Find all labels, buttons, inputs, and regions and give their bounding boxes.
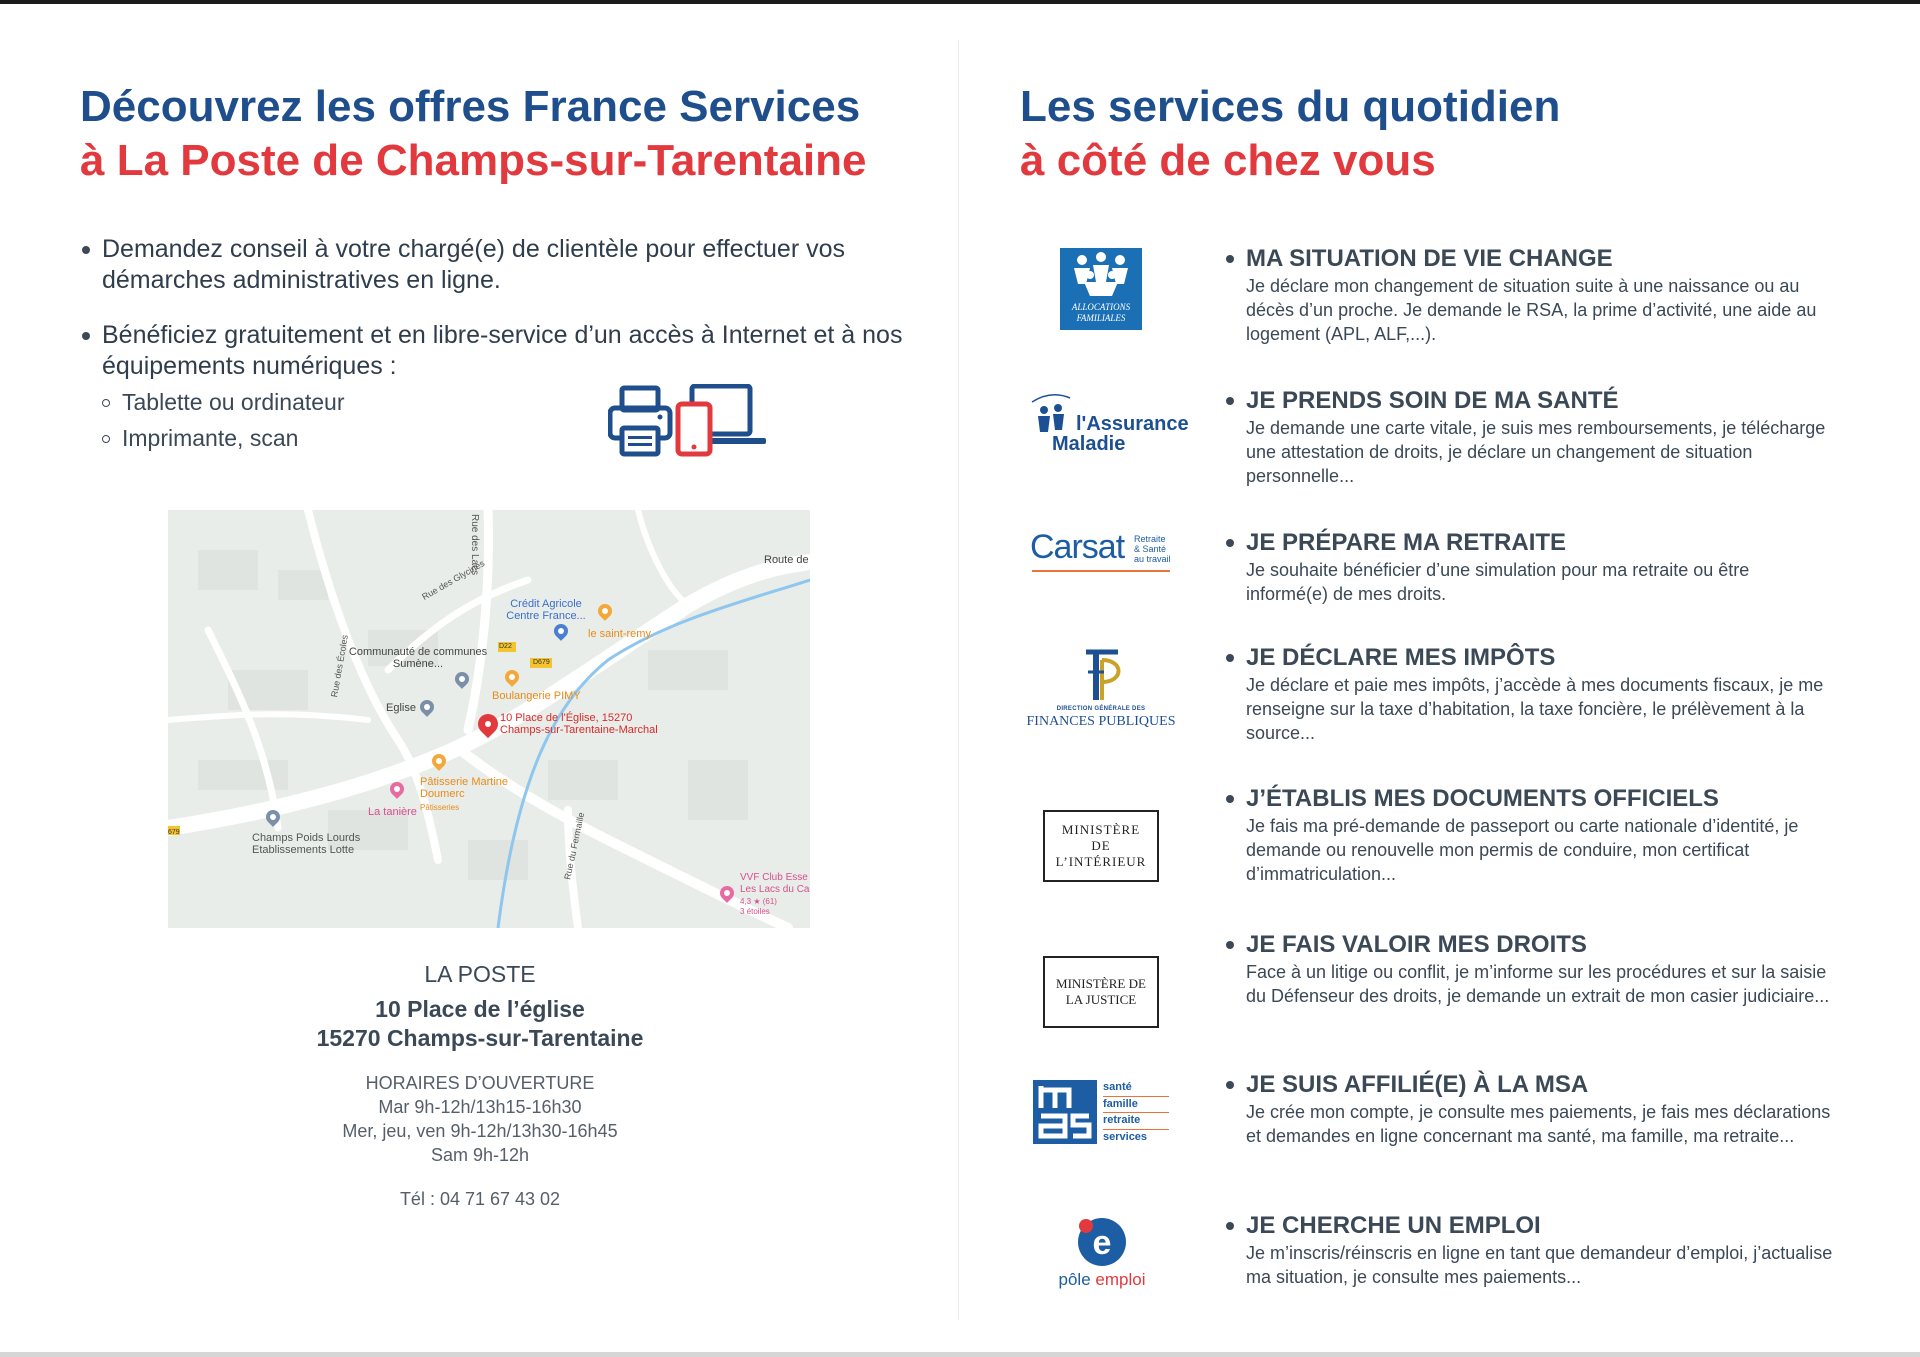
msa-mark — [1033, 1080, 1097, 1144]
map-label-rue-ecoles: Rue des Écoles — [329, 634, 350, 698]
right-panel — [1020, 80, 1560, 188]
pole-emploi-emblem-icon — [1072, 1216, 1132, 1268]
map-label-eglise: Eglise — [386, 702, 416, 714]
map-road-d22: D22 — [499, 643, 512, 650]
page-fold — [958, 40, 959, 1320]
right-heading-line1: Les services du quotidien — [1020, 82, 1561, 131]
caf-logo-text: ALLOCATIONS FAMILIALES — [1071, 302, 1131, 323]
hours-wed-fri: Mer, jeu, ven 9h-12h/13h30-16h45 — [342, 1121, 618, 1141]
svg-text:e: e — [1092, 1224, 1112, 1262]
map-road-679: 679 — [168, 829, 180, 836]
office-city: 15270 Champs-sur-Tarentaine — [316, 1025, 644, 1051]
service-emploi — [1224, 1211, 1834, 1289]
map-label-rue-glycines: Rue des Glycines — [420, 558, 487, 602]
service-retraite — [1224, 528, 1834, 606]
service-title: JE CHERCHE UN EMPLOI — [1224, 1211, 1834, 1241]
service-description: Je déclare mon changement de situation suite à une naissance ou au décès d’un proche. Je demande le RSA, la prime d’activité, une aide au logement (APL, ALF,...). — [1246, 276, 1817, 344]
msa-letters-icon — [1033, 1080, 1097, 1144]
hours-tuesday: Mar 9h-12h/13h15-16h30 — [378, 1097, 582, 1117]
hours-title: HORAIRES D’OUVERTURE — [365, 1073, 595, 1093]
left-heading-line2: à La Poste de Champs-sur-Tarentaine — [80, 136, 867, 185]
map-road-d679: D679 — [533, 659, 550, 666]
service-impots — [1224, 643, 1834, 745]
carsat-tagline: Retraite & Santé au travail — [1134, 534, 1171, 564]
map-label-vvf: VVF Club Esse Les Lacs du Ca — [740, 872, 810, 895]
map-label-communaute: Communauté de communes Sumène... — [348, 646, 488, 670]
top-edge — [0, 0, 1920, 4]
address-block — [120, 960, 840, 1211]
dgfip-text: FINANCES PUBLIQUES — [1026, 714, 1176, 729]
map-label-patisserie-category: Pâtisseries — [420, 803, 460, 812]
sub-item-imprimante: Imprimante, scan — [80, 420, 940, 456]
tablet-icon — [678, 404, 710, 454]
map-label-credit-agricole: Crédit Agricole Centre France... — [506, 598, 586, 622]
carsat-wordmark: Carsat — [1030, 528, 1125, 566]
ministere-interieur-logo: MINISTÈRE DE L’INTÉRIEUR — [1043, 810, 1159, 882]
service-title: MA SITUATION DE VIE CHANGE — [1224, 244, 1834, 274]
right-heading-line2: à côté de chez vous — [1020, 136, 1436, 185]
caf-family-icon — [1060, 248, 1142, 302]
map-label-patisserie: Pâtisserie Martine Doumerc — [420, 776, 509, 800]
caf-logo — [1060, 248, 1142, 330]
hours-saturday: Sam 9h-12h — [430, 1145, 530, 1165]
service-droits — [1224, 930, 1834, 1008]
map-label-saint-remy: le saint-remy — [588, 628, 651, 640]
map-label-vvf-stars: 3 étoiles — [740, 907, 770, 916]
sub-item-tablette: Tablette ou ordinateur — [80, 384, 940, 420]
carsat-logo — [1030, 528, 1180, 578]
ameli-text-line2: Maladie — [1052, 433, 1126, 455]
service-description: Je fais ma pré-demande de passeport ou carte nationale d’identité, je demande ou renouvelle mon permis de conduire, mon certificat d’immatriculation... — [1246, 816, 1799, 884]
printer-icon — [610, 388, 670, 454]
bullet-conseil: Demandez conseil à votre chargé(e) de clientèle pour effectuer vos démarches administratives en ligne. — [80, 234, 922, 296]
map-label-vvf-rating: 4,3 ★ (61) — [740, 897, 777, 906]
map-label-boulangerie: Boulangerie PIMY — [492, 690, 581, 702]
pole-emploi-logo — [1050, 1216, 1154, 1296]
phone-number[interactable]: Tél : 04 71 67 43 02 — [399, 1189, 561, 1209]
map-label-rue-fermaille: Rue du Fermaille — [562, 811, 587, 881]
bullet-acces-internet: Bénéficiez gratuitement et en libre-service d’un accès à Internet et à nos équipements numériques : — [80, 320, 932, 382]
service-title: JE FAIS VALOIR MES DROITS — [1224, 930, 1834, 960]
service-description: Je crée mon compte, je consulte mes paiements, je fais mes déclarations et demandes en ligne concernant ma santé, ma famille, ma retraite... — [1246, 1102, 1831, 1146]
msa-logo — [1033, 1080, 1169, 1144]
service-description: Face à un litige ou conflit, je m’informe sur les procédures et sur la saisie du Défenseur des droits, je demande un extrait de mon casier judiciaire... — [1246, 962, 1830, 1006]
assurance-maladie-logo — [1024, 390, 1189, 460]
service-sante — [1224, 386, 1834, 488]
map-label-champs-poids-lourds: Champs Poids Lourds Etablissements Lotte — [252, 832, 361, 856]
ameli-text-line1: l'Assurance — [1076, 413, 1189, 435]
devices-illustration — [608, 384, 768, 460]
bottom-edge — [0, 1352, 1920, 1357]
service-description: Je déclare et paie mes impôts, j’accède à mes documents fiscaux, je me renseigne sur la taxe d’habitation, la taxe foncière, le prélèvement à la source... — [1246, 675, 1824, 743]
service-description: Je souhaite bénéficier d’une simulation pour ma retraite ou être informé(e) de mes droits. — [1246, 560, 1750, 604]
service-title: JE SUIS AFFILIÉ(E) À LA MSA — [1224, 1070, 1834, 1100]
office-name: LA POSTE — [424, 961, 536, 987]
service-documents-officiels — [1224, 784, 1834, 886]
service-title: JE DÉCLARE MES IMPÔTS — [1224, 643, 1834, 673]
left-panel — [80, 80, 940, 456]
carsat-underline — [1032, 570, 1170, 572]
service-situation-vie — [1224, 244, 1834, 346]
service-title: JE PRENDS SOIN DE MA SANTÉ — [1224, 386, 1834, 416]
office-street: 10 Place de l’église — [375, 996, 585, 1022]
service-title: J’ÉTABLIS MES DOCUMENTS OFFICIELS — [1224, 784, 1834, 814]
location-map[interactable] — [168, 510, 810, 928]
dgfip-logo — [1020, 646, 1182, 732]
left-heading-line1: Découvrez les offres France Services — [80, 82, 861, 131]
service-msa — [1224, 1070, 1834, 1148]
service-description: Je demande une carte vitale, je suis mes remboursements, je télécharge une attestation de droits, je déclare un changement de situation personnelle... — [1246, 418, 1826, 486]
dgfip-emblem-icon — [1072, 646, 1132, 702]
ministere-justice-logo: MINISTÈRE DE LA JUSTICE — [1043, 956, 1159, 1028]
service-title: JE PRÉPARE MA RETRAITE — [1224, 528, 1834, 558]
dgfip-small-text: DIRECTION GÉNÉRALE DES — [1056, 706, 1146, 712]
map-label-route-de: Route de — [764, 554, 809, 566]
map-label-la-taniere: La tanière — [368, 806, 417, 818]
msa-tagline: santé famille retraite services — [1103, 1080, 1169, 1145]
map-label-rue-lacs: Rue des Lacs — [469, 514, 480, 576]
pole-emploi-text: pôle emploi — [1058, 1270, 1146, 1289]
map-label-address: 10 Place de l'Église, 15270 Champs-sur-Tarentaine-Marchal — [500, 712, 658, 736]
service-description: Je m’inscris/réinscris en ligne en tant que demandeur d’emploi, j’actualise ma situation, je consulte mes paiements... — [1246, 1243, 1833, 1287]
